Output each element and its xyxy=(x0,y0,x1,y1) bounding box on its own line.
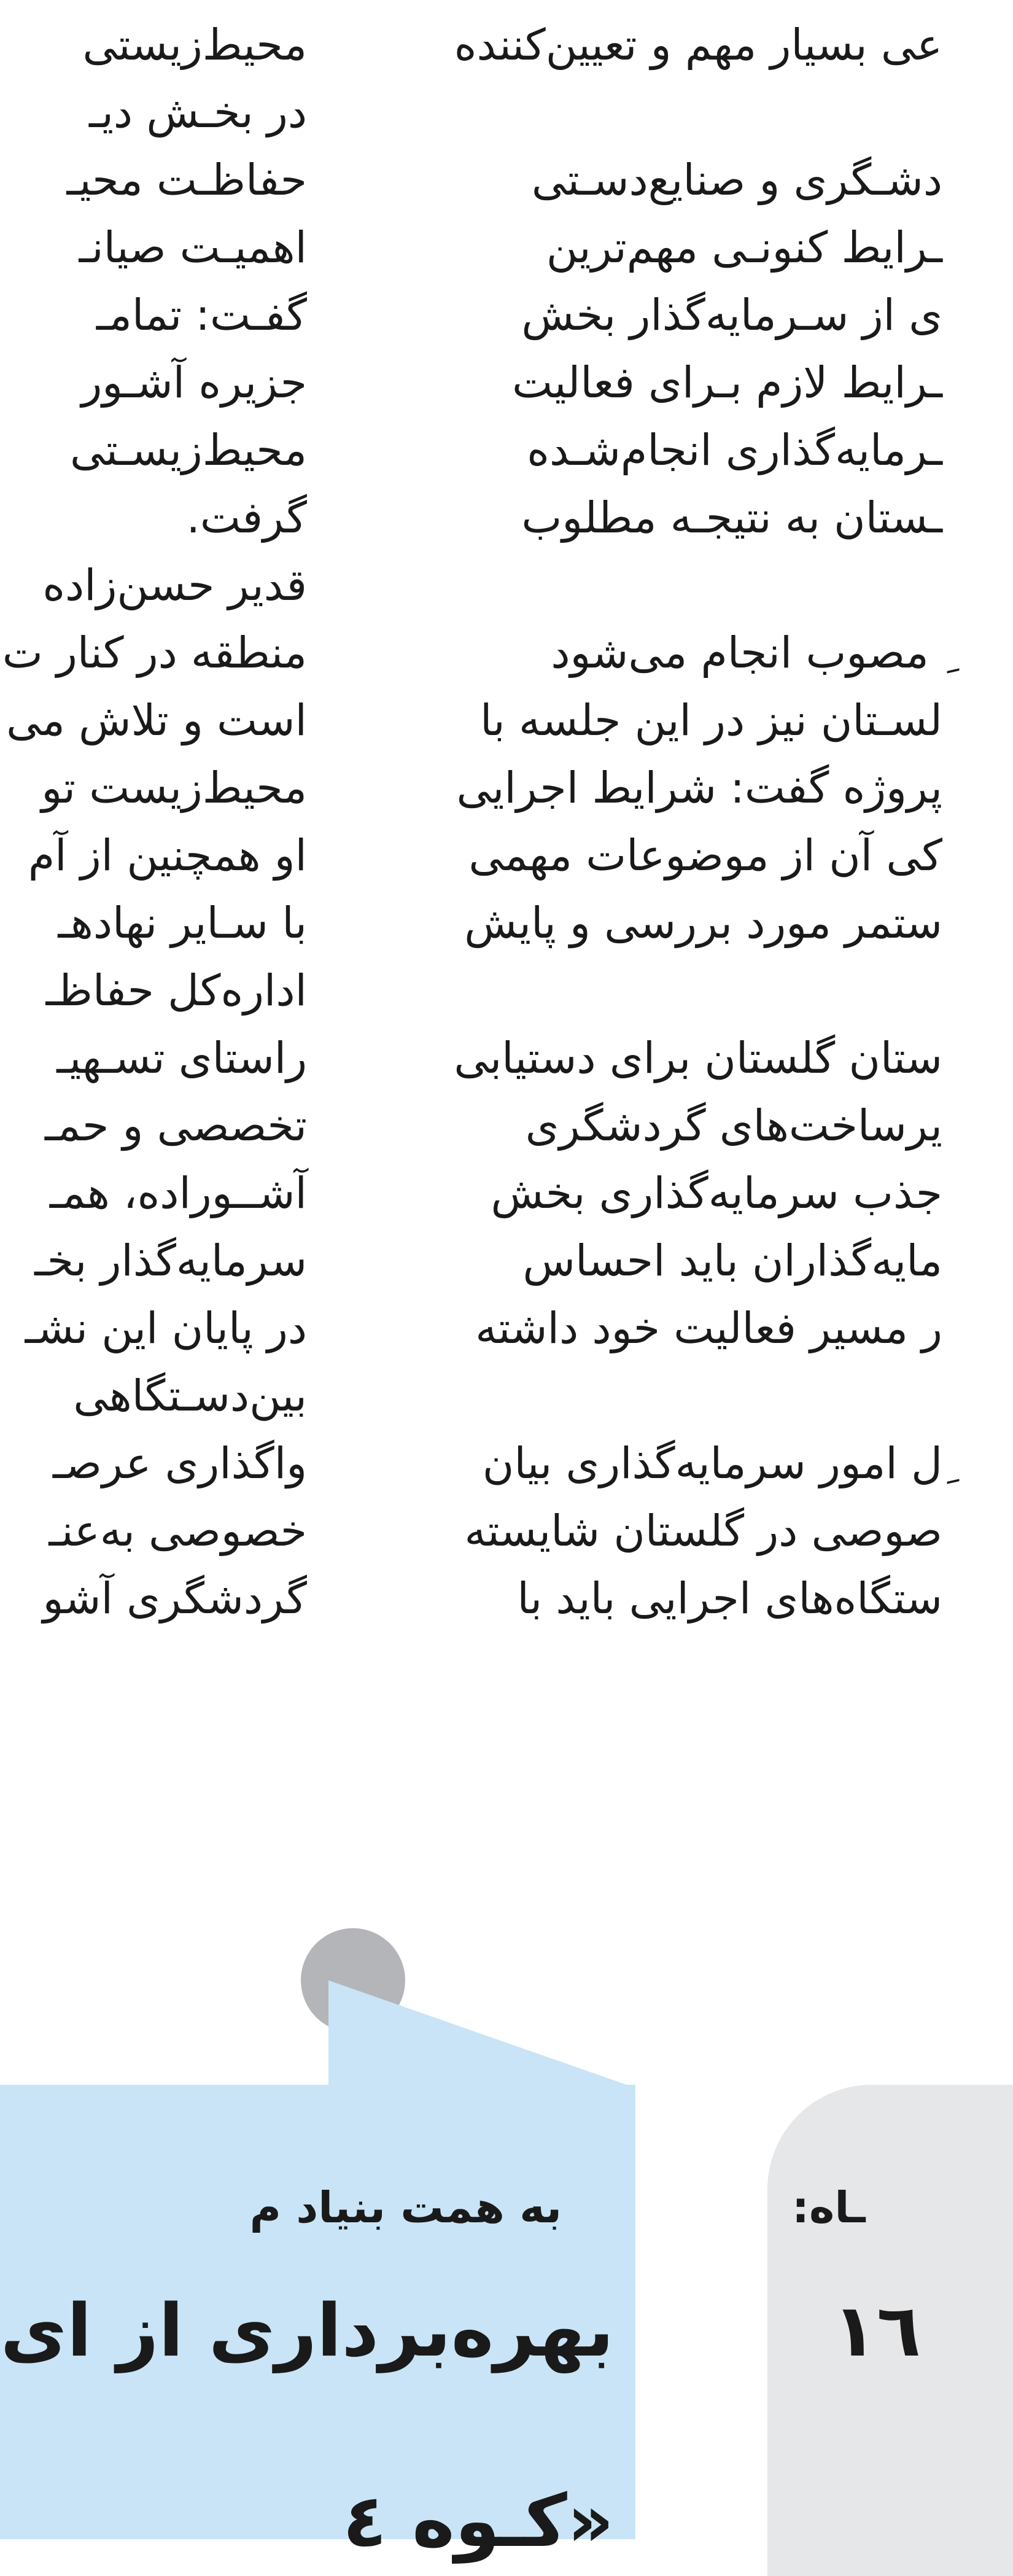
article-line: ِ مصوب انجام می‌شود xyxy=(551,628,942,678)
article-line: ر مسیر فعالیت خود داشته xyxy=(475,1303,942,1353)
article-line: راستای تسـهیـ xyxy=(56,1033,307,1083)
article-line: دشـگری و صنایع‌دسـتی xyxy=(531,155,942,205)
promo-headline: بهره‌برداری از ای xyxy=(0,2288,614,2373)
article-line: خصوصی به‌عنـ xyxy=(49,1506,307,1556)
article-line: ستان گلستان برای دستیابی xyxy=(454,1033,942,1083)
promo-box-tab xyxy=(328,1980,635,2088)
side-card-number: ١٦ xyxy=(832,2288,921,2373)
article-line: یرساخت‌های گردشگری xyxy=(525,1100,942,1151)
article-line: کی آن از موضوعات مهمی xyxy=(468,830,942,881)
promo-kicker: به همت بنیاد م xyxy=(249,2182,562,2233)
paragraph-gap xyxy=(387,1362,942,1430)
article-line: بین‌دسـتگاهی xyxy=(73,1371,307,1421)
article-line: در بخـش دیـ xyxy=(88,87,307,138)
article-line: گردشگری آشو xyxy=(42,1573,307,1624)
article-line: پروژه گفت: شرایط اجرایی xyxy=(456,763,942,813)
article-line: ی از سـرمایه‌گذار بخش xyxy=(521,290,942,340)
article-line: ـستان به نتیجـه مطلوب xyxy=(521,492,942,543)
article-line: عی بسیار مهم و تعیین‌کننده xyxy=(454,20,942,70)
article-line: اداره‌کل حفاظـ xyxy=(45,965,307,1016)
paragraph-gap xyxy=(387,957,942,1024)
article-line: لسـتان نیز در این جلسه با xyxy=(479,695,942,745)
article-line: تخصصی و حمـ xyxy=(45,1100,307,1151)
article-line: ستگاه‌های اجرایی باید با xyxy=(517,1573,942,1624)
article-line: با سـایر نهادهـ xyxy=(58,898,307,948)
paragraph-gap xyxy=(387,551,942,619)
article-line: گرفت. xyxy=(186,492,307,543)
article-line: در پایان این نشـ xyxy=(25,1303,307,1353)
article-line: سرمایه‌گذار بخـ xyxy=(34,1235,307,1286)
article-line: گفـت: تمامـ xyxy=(96,290,307,340)
article-line: قدیر حسن‌زاده xyxy=(42,560,307,610)
article-line: است و تلاش می xyxy=(6,695,307,745)
article-line: ِل امور سرمایه‌گذاری بیان xyxy=(482,1438,942,1488)
article-line: محیط‌زیست تو xyxy=(41,763,307,813)
paragraph-gap xyxy=(387,79,942,146)
article-column-left xyxy=(0,11,307,1632)
article-line: محیط‌زیسـتی xyxy=(70,425,307,475)
article-line: ستمر مورد بررسی و پایش xyxy=(464,898,942,948)
article-line: ـرایط کنونـی مهم‌ترین xyxy=(546,222,942,273)
article-line: او همچنین از آم xyxy=(28,830,307,881)
article-line: ـرمایه‌گذاری انجام‌شـده xyxy=(527,425,942,475)
article-line: محیط‌زیستی xyxy=(82,20,307,70)
article-line: جزیره آشـور xyxy=(81,357,307,408)
article-column-right xyxy=(387,11,942,1632)
article-line: اهمیـت صیانـ xyxy=(79,222,307,273)
article-line: حفاظـت محیـ xyxy=(66,155,307,205)
promo-headline-line2: «کـوه ٤ xyxy=(343,2478,614,2563)
article-line: ـرایط لازم بـرای فعالیت xyxy=(512,357,942,408)
side-card-label: ـاه: xyxy=(792,2182,866,2233)
article-line: جذب سرمایه‌گذاری بخش xyxy=(491,1168,942,1218)
article-line: واگذاری عرصـ xyxy=(53,1438,307,1488)
article-line: صوصی در گلستان شایسته xyxy=(464,1506,942,1556)
article-line: آشــوراده، همـ xyxy=(49,1168,307,1218)
article-line: منطقه در کنار ت xyxy=(2,628,307,678)
article-line: مایه‌گذاران باید احساس xyxy=(522,1235,942,1286)
